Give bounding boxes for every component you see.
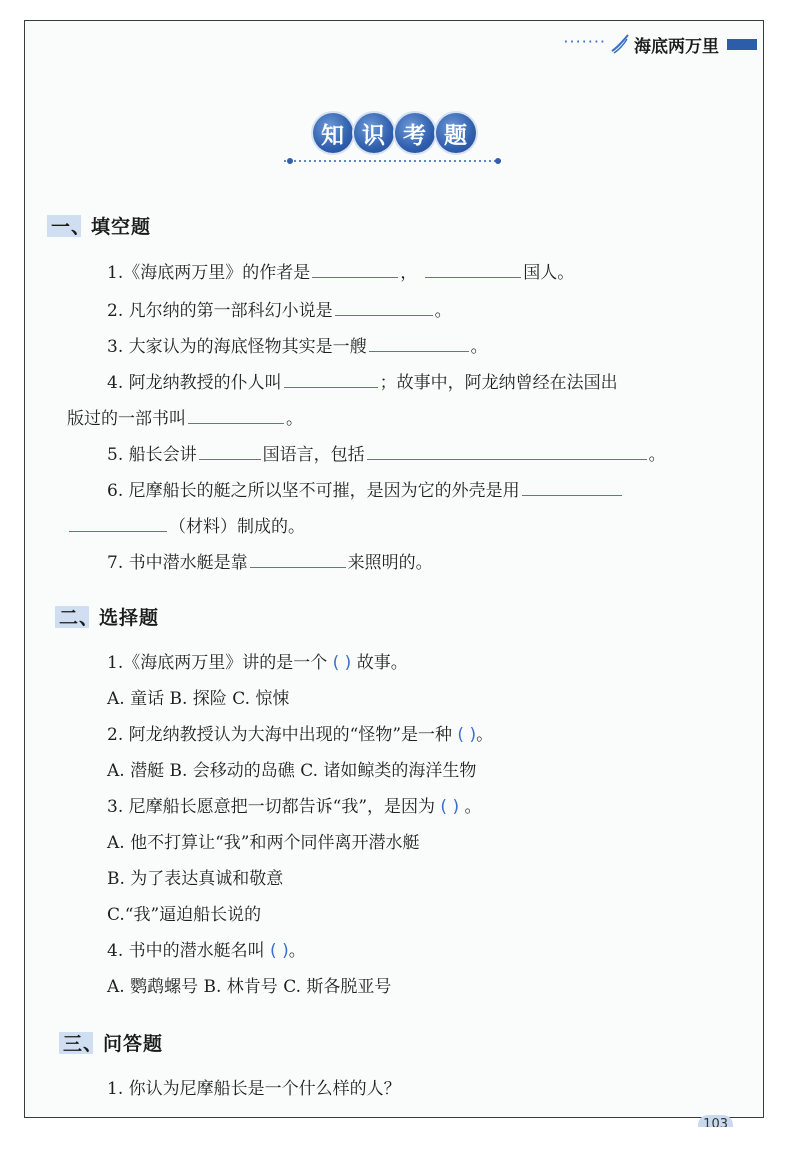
fill-question-5: 5. 船长会讲 国语言，包括 。 — [107, 441, 666, 467]
book-title: 海底两万里 — [634, 36, 719, 57]
choice-options-4: A. 鹦鹉螺号 B. 林肯号 C. 斯各脱亚号 — [107, 977, 392, 997]
section-heading-multiple-choice: 二、选择题 — [55, 601, 159, 631]
fill-question-6-cont: （材料）制成的。 — [67, 513, 305, 539]
choice-question-1: 1.《海底两万里》讲的是一个 ( ) 故事。 — [107, 653, 408, 673]
choice-options-1: A. 童话 B. 探险 C. 惊悚 — [107, 689, 290, 709]
fill-question-2: 2. 凡尔纳的第一部科幻小说是 。 — [107, 297, 452, 323]
answer-parentheses[interactable]: ( ) — [270, 941, 289, 961]
fill-question-1: 1.《海底两万里》的作者是 ， 国人。 — [107, 259, 574, 285]
choice-question-3: 3. 尼摩船长愿意把一切都告诉“我”，是因为 ( ) 。 — [107, 797, 482, 817]
choice-option-3a: A. 他不打算让“我”和两个同伴离开潜水艇 — [107, 833, 420, 853]
qa-question-1: 1. 你认为尼摩船长是一个什么样的人？ — [107, 1079, 401, 1099]
swoosh-icon — [610, 33, 630, 55]
answer-blank[interactable] — [284, 369, 378, 388]
section-heading-short-answer: 三、问答题 — [59, 1027, 163, 1057]
answer-parentheses[interactable]: ( ) — [440, 797, 460, 817]
answer-blank[interactable] — [522, 477, 622, 496]
choice-option-3c: C.“我”逼迫船长说的 — [107, 905, 262, 925]
answer-parentheses[interactable]: ( ) — [457, 725, 477, 745]
book-page — [24, 20, 764, 1127]
fill-question-6: 6. 尼摩船长的艇之所以坚不可摧，是因为它的外壳是用 — [107, 477, 624, 503]
choice-question-4: 4. 书中的潜水艇名叫 ( )。 — [107, 941, 306, 961]
answer-blank[interactable] — [250, 549, 346, 568]
fill-question-4-cont: 版过的一部书叫 。 — [67, 405, 303, 431]
answer-parentheses[interactable]: ( ) — [332, 653, 352, 673]
choice-question-2: 2. 阿龙纳教授认为大海中出现的“怪物”是一种 ( )。 — [107, 725, 494, 745]
badge-char: 识 — [354, 113, 394, 153]
fill-question-3: 3. 大家认为的海底怪物其实是一艘 。 — [107, 333, 488, 359]
running-header — [563, 33, 757, 55]
choice-option-3b: B. 为了表达真诚和敬意 — [107, 869, 284, 889]
header-dots: ······· — [563, 31, 606, 51]
answer-blank[interactable] — [425, 259, 521, 278]
fill-question-7: 7. 书中潜水艇是靠 来照明的。 — [107, 549, 433, 575]
answer-blank[interactable] — [369, 333, 469, 352]
answer-blank[interactable] — [69, 513, 167, 532]
badge-underline — [280, 157, 508, 165]
answer-blank[interactable] — [312, 259, 398, 278]
page-number: 103 — [698, 1115, 733, 1127]
badge-char: 知 — [313, 113, 353, 153]
answer-blank[interactable] — [199, 441, 261, 460]
header-color-bar — [727, 39, 757, 50]
section-heading-fill-in: 一、填空题 — [47, 210, 151, 240]
badge-char: 考 — [395, 113, 435, 153]
section-title-badge — [25, 113, 763, 165]
answer-blank[interactable] — [367, 441, 647, 460]
fill-question-4: 4. 阿龙纳教授的仆人叫 ；故事中，阿龙纳曾经在法国出 — [107, 369, 618, 395]
badge-char: 题 — [436, 113, 476, 153]
choice-options-2: A. 潜艇 B. 会移动的岛礁 C. 诸如鲸类的海洋生物 — [107, 761, 477, 781]
answer-blank[interactable] — [188, 405, 284, 424]
answer-blank[interactable] — [335, 297, 433, 316]
